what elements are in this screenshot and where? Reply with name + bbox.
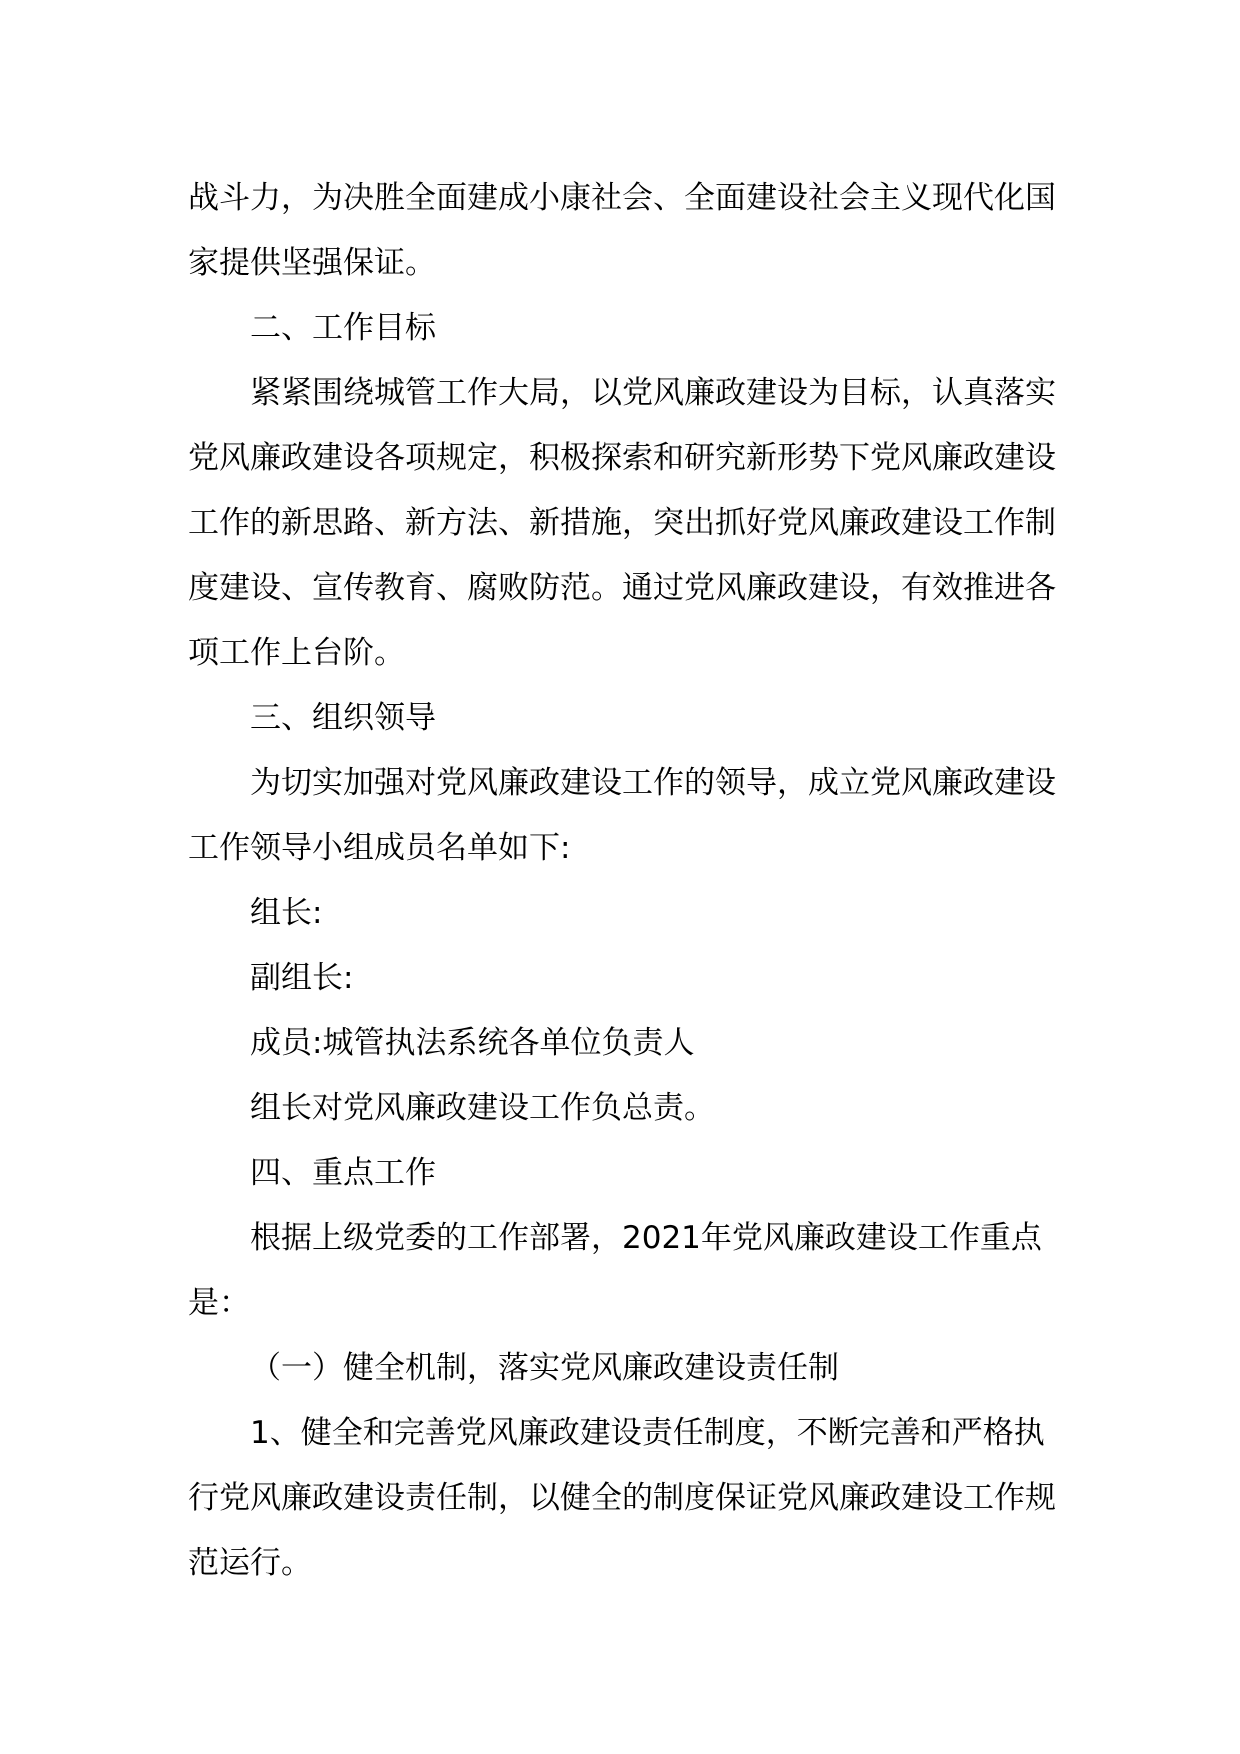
deputy-group-leader-line: 副组长: <box>250 960 354 996</box>
document-body <box>188 166 1058 1596</box>
paragraph-work-goals: 紧紧围绕城管工作大局，以党风廉政建设为目标，认真落实党风廉政建设各项规定，积极探索和研究新形势下党风廉政建设工作的新思路、新方法、新措施，突出抓好党风廉政建设工作制度建设、宣传教育、腐败防范。通过党风廉政建设，有效推进各项工作上台阶。 <box>188 375 1056 671</box>
section-heading-work-goals: 二、工作目标 <box>250 310 436 346</box>
section-heading-key-work: 四、重点工作 <box>250 1155 436 1191</box>
paragraph-organization: 为切实加强对党风廉政建设工作的领导，成立党风廉政建设工作领导小组成员名单如下: <box>188 765 1056 866</box>
paragraph-item-1: 1、健全和完善党风廉政建设责任制度，不断完善和严格执行党风廉政建设责任制，以健全的制度保证党风廉政建设工作规范运行。 <box>188 1415 1056 1581</box>
responsibility-line: 组长对党风廉政建设工作负总责。 <box>250 1090 715 1126</box>
paragraph-continuation: 战斗力，为决胜全面建成小康社会、全面建设社会主义现代化国家提供坚强保证。 <box>188 180 1056 281</box>
group-leader-line: 组长: <box>250 895 323 931</box>
section-heading-organization: 三、组织领导 <box>250 700 436 736</box>
subsection-heading-mechanism: （一）健全机制，落实党风廉政建设责任制 <box>250 1350 839 1386</box>
paragraph-key-work: 根据上级党委的工作部署，2021年党风廉政建设工作重点是： <box>188 1220 1042 1321</box>
members-line: 成员:城管执法系统各单位负责人 <box>250 1025 695 1061</box>
